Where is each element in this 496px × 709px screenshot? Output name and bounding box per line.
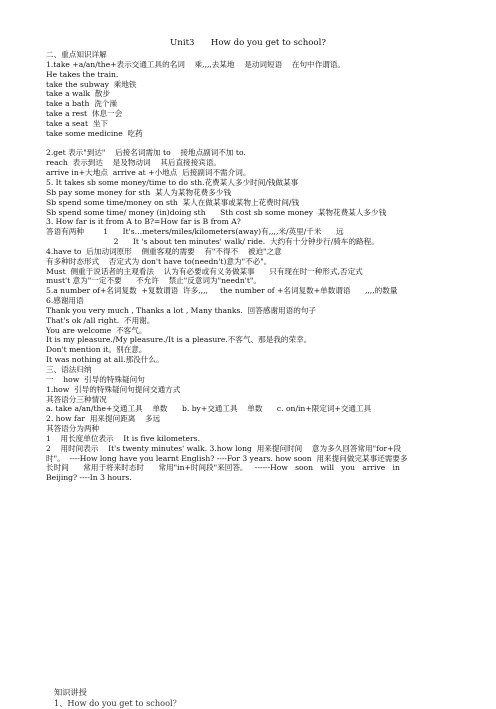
text-line: 1 用长度单位表示 It is five kilometers.: [46, 433, 200, 443]
text-line: 5. It takes sb some money/time to do sth.花费某人多少时间/钱做某事: [46, 177, 299, 187]
text-line: Don't mention it。别在意。: [46, 345, 147, 355]
text-line: 3. How far is it from A to B?=How far is B from A?: [46, 217, 241, 227]
document-body: [46, 50, 460, 483]
text-line: take some medicine 吃药: [46, 128, 143, 138]
text-line: That's ok /all right. 不用谢。: [46, 315, 155, 325]
blank-line: [46, 139, 460, 149]
text-line: 2 用时间表示 It's twenty minutes' walk. 3.how long 用来提问时间 意为多久回答常用"for+段: [46, 443, 402, 453]
lesson-section: [54, 687, 454, 709]
text-line: He takes the train.: [46, 69, 119, 79]
text-line: 三、语法归纳: [46, 365, 92, 374]
text-line: It is my pleasure./My pleasure./It is a pleasure.不客气、那是我的荣幸。: [46, 335, 312, 345]
text-line: take a bath 洗个澡: [46, 99, 117, 109]
text-line: take a rest 休息一会: [46, 109, 123, 119]
text-line: 4.have to 后加动词原形 侧重客观的需要 有"不得不 被迫"之意: [46, 246, 282, 256]
text-line: Thank you very much , Thanks a lot , Many thanks. 回答感谢用语的句子: [46, 305, 317, 315]
page-title: Unit3 How do you get to school?: [170, 38, 326, 48]
text-line: arrive in+大地点 arrive at +小地点 后接副词不需介词。: [46, 168, 251, 178]
text-line: 2.get 表示"到达" 后接名词需加 to 接地点副词不加 to.: [46, 148, 246, 158]
text-line: Sb pay some money for sth 某人为某物花费多少钱: [46, 187, 232, 197]
text-line: 2. how far 用来提问距离 多远: [46, 414, 161, 424]
text-line: 其答语分为两种: [46, 424, 100, 434]
text-line: 6.感谢用语: [46, 296, 84, 306]
text-line: 1.how 引导的特殊疑问句提问交通方式: [46, 384, 181, 394]
text-line: a. take a/an/the+交通工具 单数 b. by+交通工具 单数 c. on/in+限定词+交通工具: [46, 404, 372, 414]
text-line: take a walk 散步: [46, 89, 111, 99]
text-line: Must 侧重于说话者的主观看法 认为有必要或有义务做某事 只有现在时一种形式,否定式: [46, 266, 363, 276]
text-line: 5.a number of+名词复数 +复数谓语 许多,,,, the number of +名词复数+单数谓语 ,,,,的数量: [46, 286, 398, 296]
text-line: 一 how 引导的特殊疑问句: [46, 374, 145, 384]
text-line: You are welcome 不客气。: [46, 325, 147, 335]
text-line: It was nothing at all.那没什么。: [46, 355, 164, 365]
text-line: take a seat 坐下: [46, 118, 109, 128]
text-line: 二、重点知识详解: [46, 50, 107, 59]
text-line: 时"。 ----How long have you learnt English? ----For 3 years. how soon 用来提问做完某事还需要多: [46, 453, 408, 463]
text-line: 有多种时态形式 否定式为 don't have to(needn't)意为"不必"。: [46, 256, 272, 266]
text-line: must't 意为"一定不要 不允许 禁止"反意词为"needn't"。: [46, 276, 261, 286]
section-heading: 知识讲授: [54, 687, 87, 697]
text-line: reach 表示到达 是及物动词 其后直接接宾语。: [46, 158, 222, 168]
text-line: 答语有两种 1 It's…meters/miles/kilometers(away)有,,,,米/英里/千米 远: [46, 227, 344, 237]
text-line: Beijing? ----In 3 hours.: [46, 473, 132, 483]
text-line: Sb spend some time/ money (in)doing sth Sth cost sb some money 某物花费某人多少钱: [46, 207, 387, 217]
text-line: 2 It 's about ten minutes' walk/ ride. 大约有十分钟步行/骑车的路程。: [46, 237, 379, 247]
text-line: 其答语分三种情况: [46, 394, 107, 404]
text-line: take the subway 乘地铁: [46, 79, 137, 89]
text-line: Sb spend some time/money on sth 某人在做某事或某物上花费时间/钱: [46, 197, 300, 207]
lesson-question: 1、How do you get to school？: [54, 698, 181, 708]
text-line: 长时间 常用于将来时态时 常用"in+时间段"来回答。 ------How soon will you arrive in: [46, 463, 400, 473]
text-line: 1.take +a/an/the+表示交通工具的名词 乘,,,,去某地 是动词短语 在句中作谓语。: [46, 59, 346, 69]
